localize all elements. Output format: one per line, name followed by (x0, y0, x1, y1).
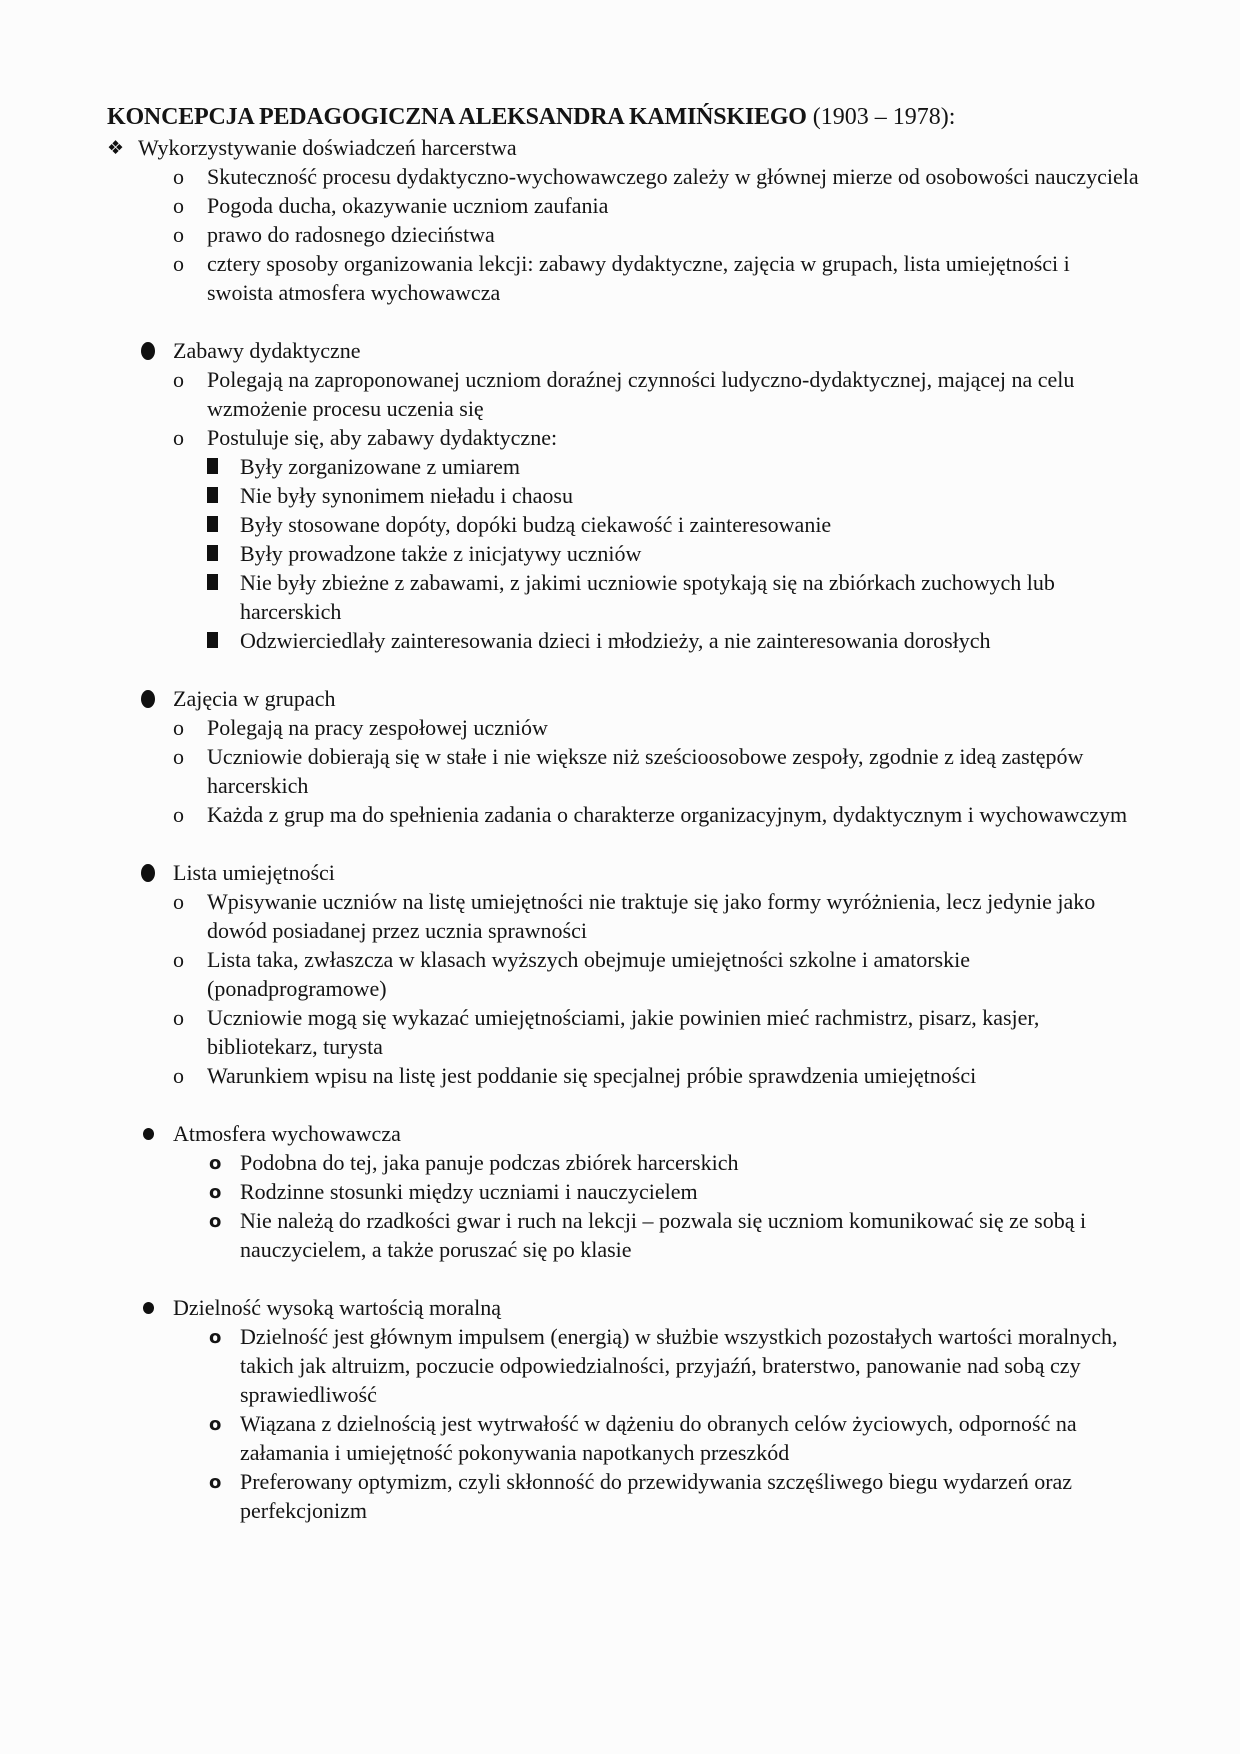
o-bullet-icon: o (209, 1153, 222, 1174)
o-bullet-icon: o (173, 193, 184, 218)
section-title: Lista umiejętności (173, 860, 335, 885)
section-4 (107, 1119, 1140, 1264)
o-bullet-icon: o (173, 251, 184, 276)
section-2 (107, 684, 1140, 829)
section-5 (107, 1293, 1140, 1525)
page-title-main: KONCEPCJA PEDAGOGICZNA ALEKSANDRA KAMIŃSKIEGO (107, 104, 807, 130)
list-item (107, 220, 1140, 249)
list-item (107, 1206, 1140, 1264)
section-heading (107, 858, 1140, 887)
square-bullet-icon (207, 632, 218, 648)
list-item (107, 1148, 1140, 1177)
o-bullet-icon: o (209, 1472, 222, 1493)
list-item-text: Polegają na zaproponowanej uczniom doraźnej czynności ludyczno-dydaktycznej, mającej na celu wzmożenie procesu uczenia się (207, 367, 1075, 421)
sub-list-item (107, 626, 1140, 655)
section-heading (107, 336, 1140, 365)
list-item-text: cztery sposoby organizowania lekcji: zabawy dydaktyczne, zajęcia w grupach, lista umiejętności i swoista atmosfera wychowawcza (207, 251, 1070, 305)
section-title: Dzielność wysoką wartością moralną (173, 1295, 502, 1320)
sub-list-item (107, 568, 1140, 626)
section-1 (107, 336, 1140, 655)
sub-list-item-text: Odzwierciedlały zainteresowania dzieci i młodzieży, a nie zainteresowania dorosłych (240, 628, 991, 653)
list-item-text: Rodzinne stosunki między uczniami i nauczycielem (240, 1179, 698, 1204)
list-item (107, 887, 1140, 945)
sub-list-item-text: Nie były zbieżne z zabawami, z jakimi uczniowie spotykają się na zbiórkach zuchowych lub harcerskich (240, 570, 1055, 624)
o-bullet-icon: o (173, 1063, 184, 1088)
list-item (107, 945, 1140, 1003)
disc-small-bullet-icon (143, 1302, 154, 1314)
list-item-text: Warunkiem wpisu na listę jest poddanie się specjalnej próbie sprawdzenia umiejętności (207, 1063, 977, 1088)
o-bullet-icon: o (173, 889, 184, 914)
o-bullet-icon: o (209, 1327, 222, 1348)
sub-list-item (107, 510, 1140, 539)
section-title: Zajęcia w grupach (173, 686, 336, 711)
section-3 (107, 858, 1140, 1090)
list-item-text: Postuluje się, aby zabawy dydaktyczne: (207, 425, 558, 450)
list-item-text: Polegają na pracy zespołowej uczniów (207, 715, 548, 740)
list-item (107, 1322, 1140, 1409)
square-bullet-icon (207, 545, 218, 561)
sub-list-item-text: Były zorganizowane z umiarem (240, 454, 520, 479)
o-bullet-icon: o (209, 1211, 222, 1232)
square-bullet-icon (207, 516, 218, 532)
list-item-text: Podobna do tej, jaka panuje podczas zbiórek harcerskich (240, 1150, 739, 1175)
square-bullet-icon (207, 487, 218, 503)
disc-bullet-icon (141, 690, 155, 708)
list-item-text: Wpisywanie uczniów na listę umiejętności nie traktuje się jako formy wyróżnienia, lecz jedynie jako dowód posiadanej przez ucznia sprawności (207, 889, 1096, 943)
o-bullet-icon: o (209, 1414, 222, 1435)
page-title (107, 102, 1140, 132)
o-bullet-icon: o (173, 744, 184, 769)
list-item-text: Uczniowie mogą się wykazać umiejętnościami, jakie powinien mieć rachmistrz, pisarz, kasjer, bibliotekarz, turysta (207, 1005, 1040, 1059)
list-item-text: Lista taka, zwłaszcza w klasach wyższych obejmuje umiejętności szkolne i amatorskie (ponadprogramowe) (207, 947, 970, 1001)
o-bullet-icon: o (173, 947, 184, 972)
o-bullet-icon: o (209, 1182, 222, 1203)
list-item-text: Skuteczność procesu dydaktyczno-wychowawczego zależy w głównej mierze od osobowości nauczyciela (207, 164, 1139, 189)
o-bullet-icon: o (173, 164, 184, 189)
list-item (107, 423, 1140, 452)
list-item (107, 1003, 1140, 1061)
sub-list-item (107, 452, 1140, 481)
section-heading (107, 133, 1140, 162)
disc-bullet-icon (141, 342, 155, 360)
list-item (107, 249, 1140, 307)
list-item-text: Pogoda ducha, okazywanie uczniom zaufania (207, 193, 609, 218)
sub-list-item-text: Nie były synonimem nieładu i chaosu (240, 483, 573, 508)
list-item-text: Dzielność jest głównym impulsem (energią) w służbie wszystkich pozostałych wartości moralnych, takich jak altruizm, poczucie odpowiedzialności, przyjaźń, braterstwo, panowanie nad sobą czy sprawiedliwość (240, 1324, 1118, 1407)
list-item-text: Wiązana z dzielnością jest wytrwałość w dążeniu do obranych celów życiowych, odporność na załamania i umiejętność pokonywania napotkanych przeszkód (240, 1411, 1077, 1465)
list-item-text: Każda z grup ma do spełnienia zadania o charakterze organizacyjnym, dydaktycznym i wychowawczym (207, 802, 1128, 827)
list-item-text: Uczniowie dobierają się w stałe i nie większe niż sześcioosobowe zespoły, zgodnie z ideą zastępów harcerskich (207, 744, 1084, 798)
list-item-text: prawo do radosnego dzieciństwa (207, 222, 495, 247)
sub-list-item (107, 539, 1140, 568)
list-item (107, 800, 1140, 829)
sub-list-item-text: Były stosowane dopóty, dopóki budzą ciekawość i zainteresowanie (240, 512, 832, 537)
list-item (107, 713, 1140, 742)
section-title: Atmosfera wychowawcza (173, 1121, 401, 1146)
section-title: Zabawy dydaktyczne (173, 338, 361, 363)
section-heading (107, 1293, 1140, 1322)
list-item (107, 1409, 1140, 1467)
o-bullet-icon: o (173, 425, 184, 450)
page-title-years: (1903 – 1978): (806, 104, 956, 130)
disc-bullet-icon (141, 864, 155, 882)
disc-small-bullet-icon (143, 1128, 154, 1140)
list-item (107, 162, 1140, 191)
diamond-bullet-icon: ❖ (107, 137, 125, 159)
o-bullet-icon: o (173, 222, 184, 247)
list-item-text: Preferowany optymizm, czyli skłonność do przewidywania szczęśliwego biegu wydarzeń oraz perfekcjonizm (240, 1469, 1073, 1523)
section-heading (107, 1119, 1140, 1148)
o-bullet-icon: o (173, 367, 184, 392)
o-bullet-icon: o (173, 715, 184, 740)
section-0 (107, 133, 1140, 307)
list-item (107, 365, 1140, 423)
square-bullet-icon (207, 574, 218, 590)
list-item-text: Nie należą do rzadkości gwar i ruch na lekcji – pozwala się uczniom komunikować się ze sobą i nauczycielem, a także poruszać się po klasie (240, 1208, 1087, 1262)
section-heading (107, 684, 1140, 713)
o-bullet-icon: o (173, 802, 184, 827)
list-item (107, 191, 1140, 220)
sub-list-item-text: Były prowadzone także z inicjatywy uczniów (240, 541, 642, 566)
list-item (107, 1177, 1140, 1206)
section-title: Wykorzystywanie doświadczeń harcerstwa (138, 135, 517, 160)
list-item (107, 1467, 1140, 1525)
o-bullet-icon: o (173, 1005, 184, 1030)
sub-list-item (107, 481, 1140, 510)
list-item (107, 1061, 1140, 1090)
list-item (107, 742, 1140, 800)
square-bullet-icon (207, 458, 218, 474)
document-body (107, 133, 1140, 1525)
